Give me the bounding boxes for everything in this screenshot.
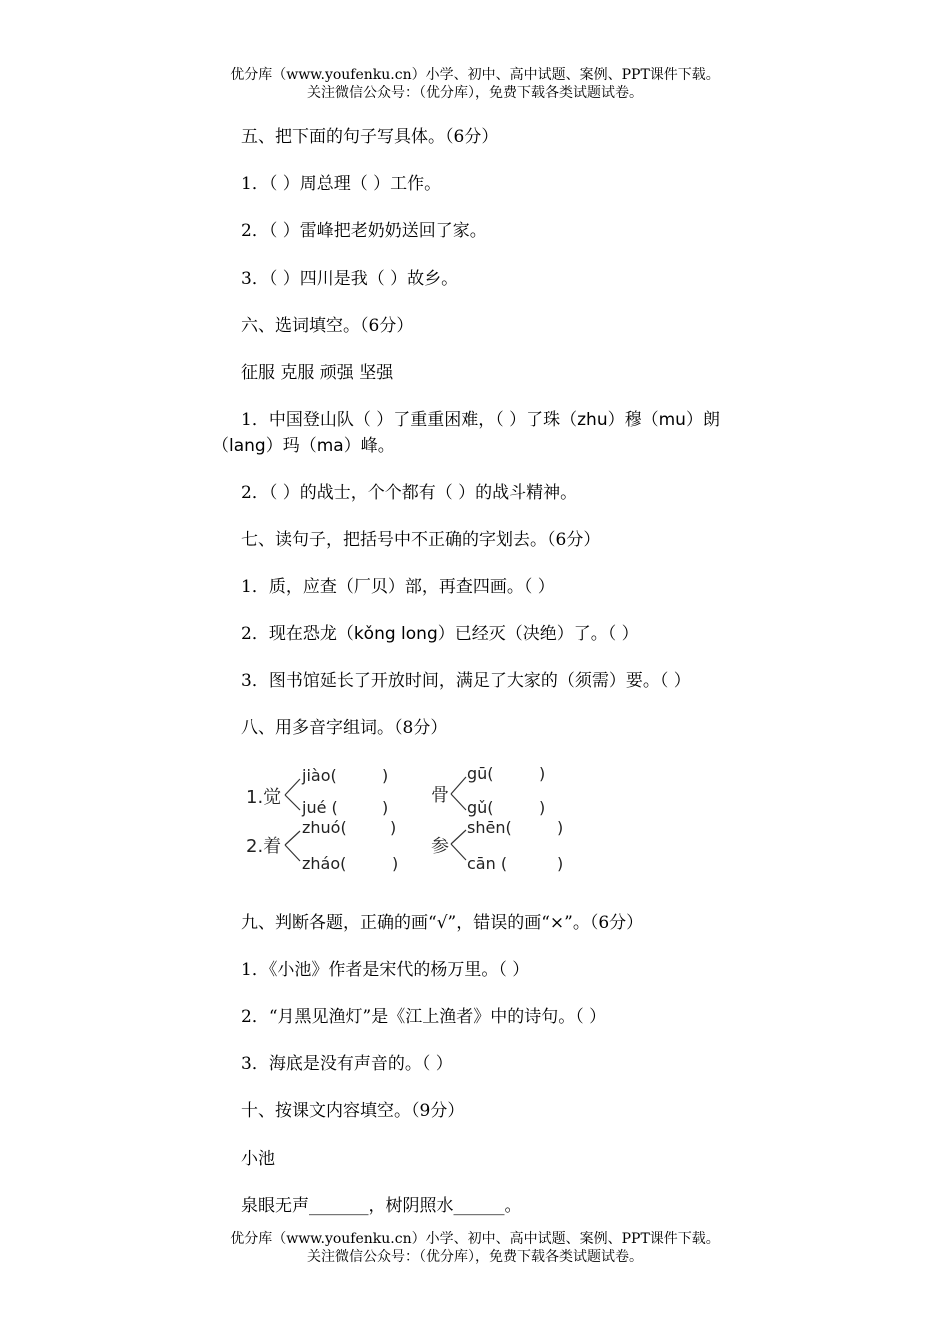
item-1-text-d: （ <box>212 436 229 456</box>
reading-gu1: gū( <box>467 764 494 783</box>
word-bank: 征服 克服 顽强 坚强 <box>241 363 394 383</box>
section-9-item-2: 2．“月黑见渔灯”是《江上渔者》中的诗句。（ ） <box>241 1007 607 1027</box>
close-paren: ) <box>557 854 564 873</box>
pinyin-ma: ma <box>316 436 344 456</box>
polyphone-label-gu: 骨 <box>431 785 449 806</box>
reading-can: cān ( <box>467 854 508 873</box>
pinyin-zhu: zhu <box>577 410 608 430</box>
close-paren: ) <box>382 766 389 785</box>
polyphone-label-zhe: 2.着 <box>246 836 282 857</box>
close-paren: ) <box>539 764 546 783</box>
branch-line <box>451 777 466 794</box>
section-9-item-1: 1．《小池》作者是宋代的杨万里。（ ） <box>241 960 530 980</box>
footer-line-1: 优分库（www.youfenku.cn）小学、初中、高中试题、案例、PPT课件下载。 <box>230 1231 720 1247</box>
polyphone-label-jue: 1.觉 <box>246 787 282 808</box>
section-8-title: 八、用多音字组词。（8分） <box>241 718 448 738</box>
section-9-title: 九、判断各题，正确的画“√”，错误的画“×”。（6分） <box>241 913 644 933</box>
branch-line <box>285 845 300 861</box>
reading-jue: jué ( <box>302 798 338 817</box>
reading-zhao: zháo( <box>302 854 347 873</box>
header-line-1: 优分库（www.youfenku.cn）小学、初中、高中试题、案例、PPT课件下载。 <box>230 67 720 83</box>
branch-line <box>451 844 466 860</box>
section-9-item-3: 3．海底是没有声音的。（ ） <box>241 1054 453 1074</box>
reading-jiao: jiào( <box>302 766 337 785</box>
item-1-text-c: ）朗 <box>685 410 720 430</box>
item-1-text-a: 1．中国登山队（ ）了重重困难，（ ）了珠（ <box>241 410 578 430</box>
section-5-item-1: 1．（ ）周总理（ ）工作。 <box>241 174 442 194</box>
section-6-item-2: 2．（ ）的战士，个个都有（ ）的战斗精神。 <box>241 483 578 503</box>
branch-line <box>285 795 300 810</box>
close-paren: ) <box>382 798 389 817</box>
item-2-text-b: ）已经灭（决绝）了。（ ） <box>437 624 639 644</box>
reading-shen: shēn( <box>467 818 512 837</box>
poem-line-1: 泉眼无声_______，树阴照水______。 <box>241 1196 522 1216</box>
close-paren: ) <box>557 818 564 837</box>
branch-line <box>451 830 466 844</box>
close-paren: ) <box>390 818 397 837</box>
close-paren: ) <box>539 798 546 817</box>
item-1-text-f: ）峰。 <box>343 436 395 456</box>
section-7-title: 七、读句子，把括号中不正确的字划去。（6分） <box>241 530 601 550</box>
pinyin-konglong: kǒng long <box>353 624 438 644</box>
header-line-2: 关注微信公众号：（优分库），免费下载各类试题试卷。 <box>307 85 643 101</box>
item-1-text-b: ）穆（ <box>607 410 659 430</box>
section-7-item-3: 3．图书馆延长了开放时间，满足了大家的（须需）要。（ ） <box>241 671 691 691</box>
close-paren: ) <box>392 854 399 873</box>
polyphone-label-shen: 参 <box>431 836 449 857</box>
reading-gu3: gǔ( <box>467 798 494 817</box>
item-2-text-a: 2．现在恐龙（ <box>241 624 354 644</box>
poem-title: 小池 <box>241 1149 275 1169</box>
section-6-title: 六、选词填空。（6分） <box>241 316 414 336</box>
pinyin-mu: mu <box>658 410 686 430</box>
section-10-title: 十、按课文内容填空。（9分） <box>241 1101 465 1121</box>
section-5-item-3: 3．（ ）四川是我（ ）故乡。 <box>241 269 459 289</box>
section-5-title: 五、把下面的句子写具体。（6分） <box>241 127 499 147</box>
section-7-item-1: 1．质，应查（厂贝）部，再查四画。（ ） <box>241 577 555 597</box>
footer-line-2: 关注微信公众号：（优分库），免费下载各类试题试卷。 <box>307 1249 643 1265</box>
branch-line <box>285 831 300 845</box>
branch-line <box>285 779 300 795</box>
pinyin-lang: lang <box>229 436 266 456</box>
branch-line <box>451 794 466 810</box>
reading-zhuo: zhuó( <box>302 818 347 837</box>
section-5-item-2: 2．（ ）雷峰把老奶奶送回了家。 <box>241 221 487 241</box>
item-1-text-e: ）玛（ <box>265 436 317 456</box>
